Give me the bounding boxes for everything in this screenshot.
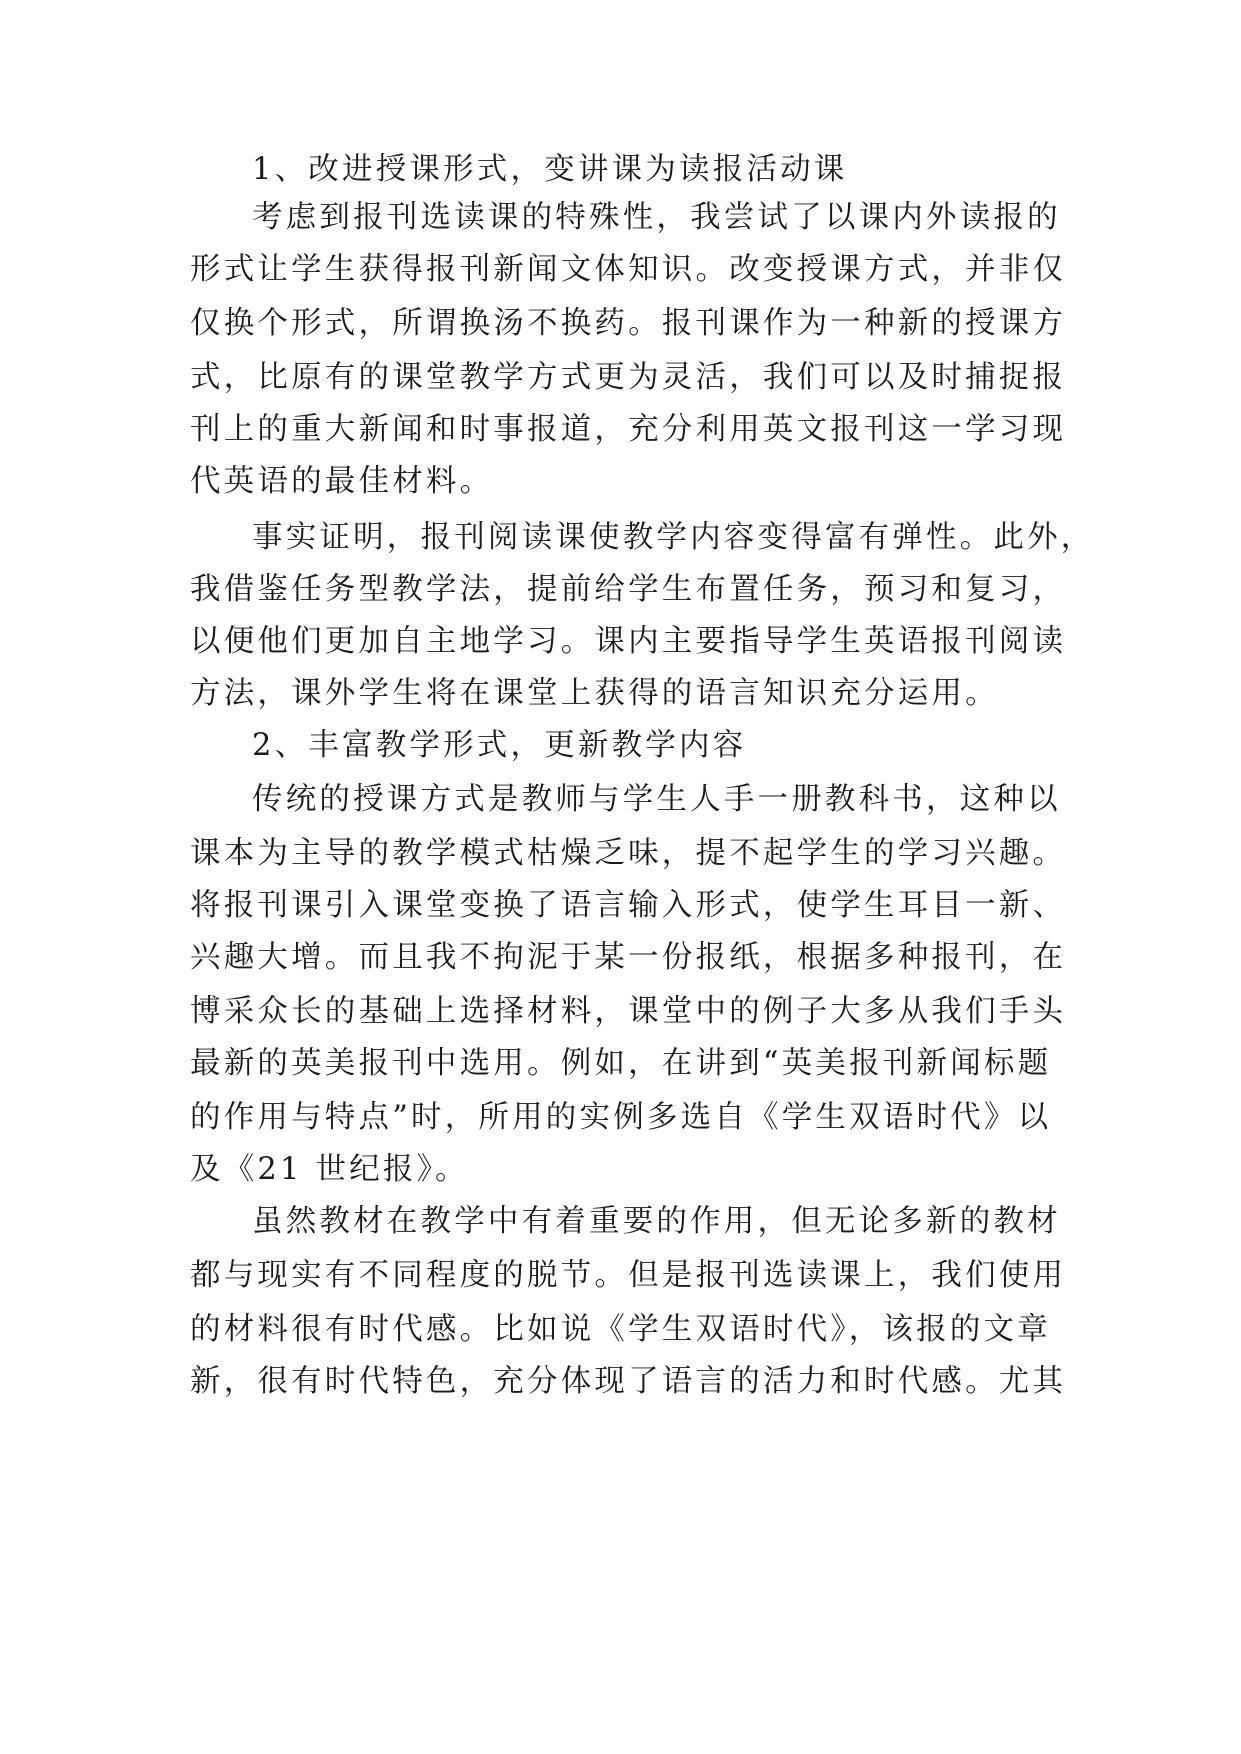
body-line: 代英语的最佳材料。 [190, 464, 494, 499]
body-line: 最新的英美报刊中选用。例如，在讲到“英美报刊新闻标题 [190, 1046, 1052, 1081]
section-heading-2: 2、丰富教学形式，更新教学内容 [252, 728, 747, 763]
body-line: 我借鉴任务型教学法，提前给学生布置任务，预习和复习， [190, 572, 1067, 607]
section-heading-1: 1、改进授课形式，变讲课为读报活动课 [252, 152, 848, 187]
body-line: 将报刊课引入课堂变换了语言输入形式，使学生耳目一新、 [190, 888, 1067, 923]
body-line: 事实证明，报刊阅读课使教学内容变得富有弹性。此外， [252, 520, 1095, 555]
body-line: 都与现实有不同程度的脱节。但是报刊选读课上，我们使用 [190, 1258, 1067, 1293]
body-line: 仅换个形式，所谓换汤不换药。报刊课作为一种新的授课方 [190, 306, 1067, 341]
body-line: 虽然教材在教学中有着重要的作用，但无论多新的教材 [252, 1204, 1061, 1239]
body-line: 博采众长的基础上选择材料，课堂中的例子大多从我们手头 [190, 994, 1067, 1029]
body-line: 及《21 世纪报》。 [190, 1152, 469, 1187]
body-line: 新，很有时代特色，充分体现了语言的活力和时代感。尤其 [190, 1364, 1067, 1399]
body-line: 式，比原有的课堂教学方式更为灵活，我们可以及时捕捉报 [190, 360, 1067, 395]
body-line: 的材料很有时代感。比如说《学生双语时代》，该报的文章 [190, 1312, 1051, 1347]
body-line: 兴趣大增。而且我不拘泥于某一份报纸，根据多种报刊，在 [190, 940, 1067, 975]
body-line: 传统的授课方式是教师与学生人手一册教科书，这种以 [252, 782, 1061, 817]
body-line: 考虑到报刊选读课的特殊性，我尝试了以课内外读报的 [252, 200, 1061, 235]
body-line: 课本为主导的教学模式枯燥乏味，提不起学生的学习兴趣。 [190, 836, 1067, 871]
body-line: 刊上的重大新闻和时事报道，充分利用英文报刊这一学习现 [190, 412, 1067, 447]
body-line: 形式让学生获得报刊新闻文体知识。改变授课方式，并非仅 [190, 252, 1067, 287]
body-line: 以便他们更加自主地学习。课内主要指导学生英语报刊阅读 [190, 624, 1067, 659]
body-line: 方法，课外学生将在课堂上获得的语言知识充分运用。 [190, 676, 999, 711]
body-line: 的作用与特点”时，所用的实例多选自《学生双语时代》以 [190, 1100, 1052, 1135]
